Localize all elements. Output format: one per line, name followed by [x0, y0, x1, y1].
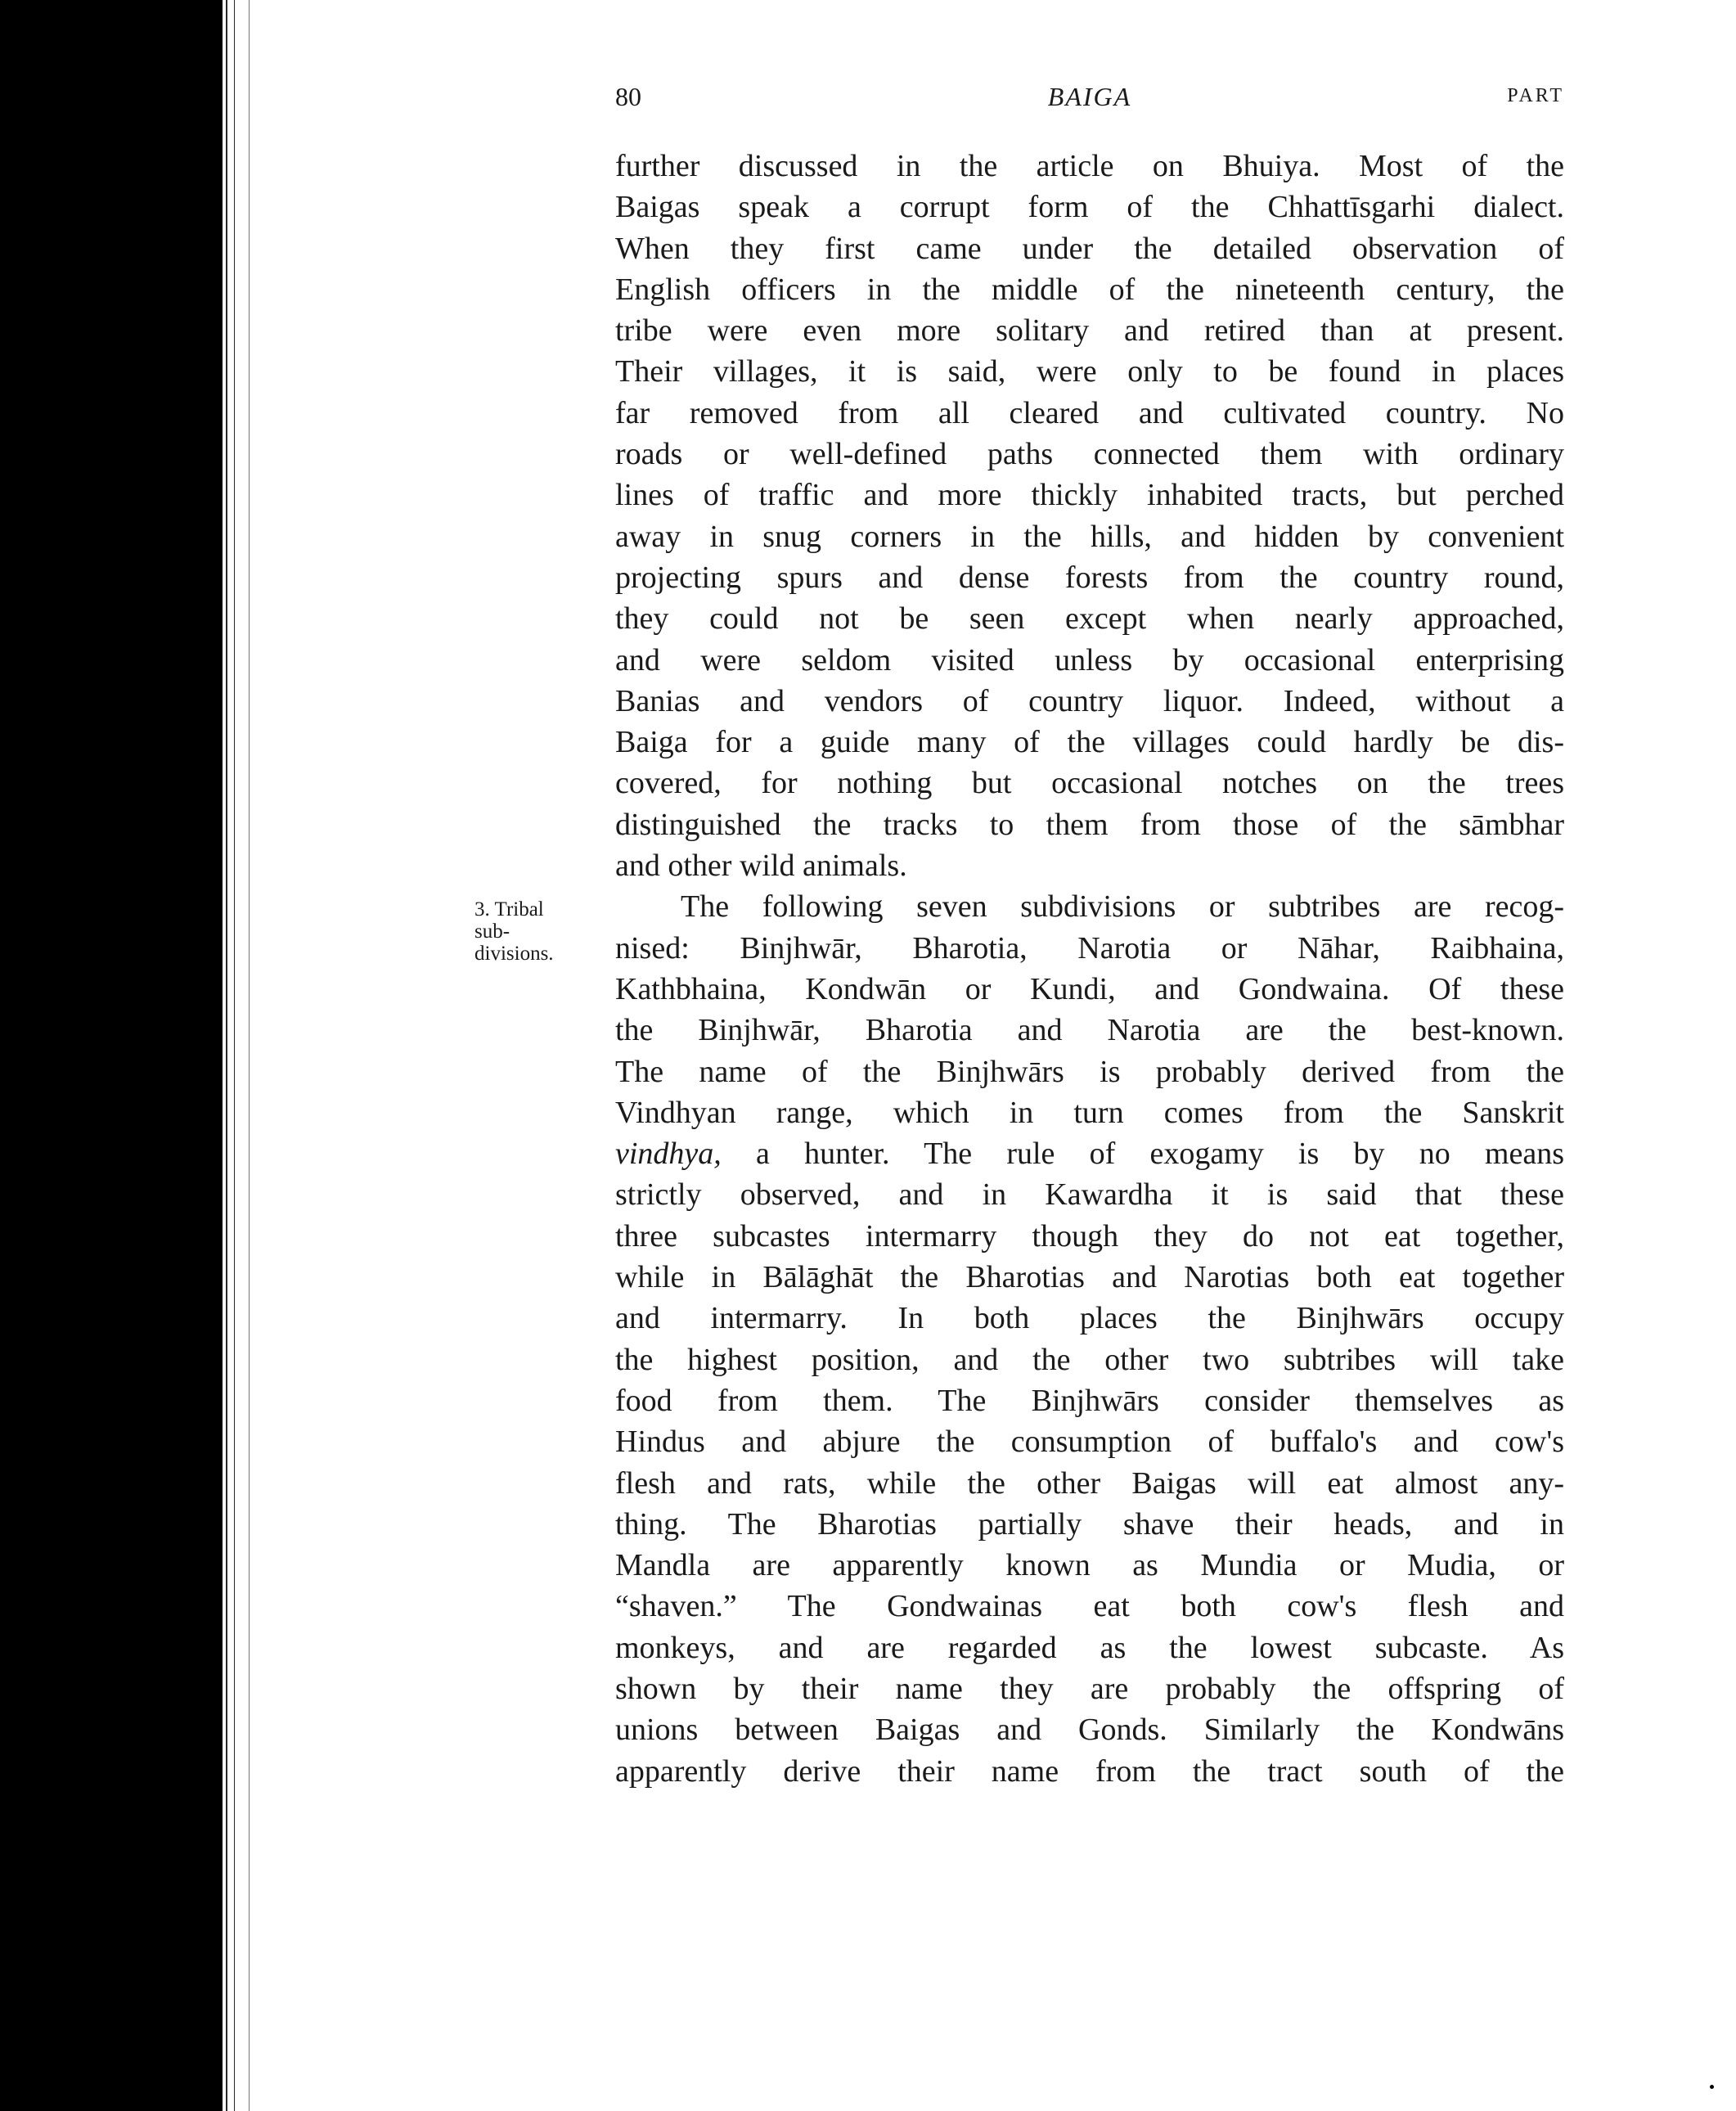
text-line-rest: a hunter. The rule of exogamy is by no means [721, 1137, 1564, 1172]
text-line: projecting spurs and dense forests from the country round, [615, 560, 1564, 595]
part-label: PART [1507, 85, 1564, 106]
text-line: Hindus and abjure the consumption of buffalo's and cow's [615, 1425, 1564, 1460]
scan-speck [1710, 2085, 1714, 2089]
gutter-rule [234, 0, 235, 2111]
text-line: monkeys, and are regarded as the lowest subcaste. As [615, 1630, 1564, 1665]
text-line: away in snug corners in the hills, and hidden by convenient [615, 519, 1564, 554]
paragraph-start-line: The following seven subdivisions or subtribes are recog- [681, 889, 1564, 925]
text-line: shown by their name they are probably the offspring of [615, 1671, 1564, 1706]
text-line: lines of traffic and more thickly inhabited tracts, but perched [615, 478, 1564, 513]
paragraph-end-line: and other wild animals. [615, 848, 907, 884]
text-line: while in Bālāghāt the Bharotias and Narotias both eat together [615, 1260, 1564, 1295]
text-line: covered, for nothing but occasional notches on the trees [615, 766, 1564, 801]
text-line: Mandla are apparently known as Mundia or Mudia, or [615, 1548, 1564, 1583]
text-line: and intermarry. In both places the Binjhwārs occupy [615, 1301, 1564, 1336]
text-line: English officers in the middle of the nineteenth century, the [615, 272, 1564, 307]
text-line: they could not be seen except when nearly approached, [615, 601, 1564, 637]
text-line: food from them. The Binjhwārs consider themselves as [615, 1383, 1564, 1418]
text-line: thing. The Bharotias partially shave their heads, and in [615, 1506, 1564, 1542]
text-line: Baigas speak a corrupt form of the Chhattīsgarhi dialect. [615, 190, 1564, 225]
text-line: Their villages, it is said, were only to be found in places [615, 354, 1564, 389]
text-line: strictly observed, and in Kawardha it is said that these [615, 1177, 1564, 1213]
margin-note-line: divisions. [474, 943, 554, 965]
gutter-rule [249, 0, 250, 2111]
text-line: Kathbhaina, Kondwān or Kundi, and Gondwaina. Of these [615, 971, 1564, 1006]
text-line: When they first came under the detailed observation of [615, 231, 1564, 266]
text-line: further discussed in the article on Bhuiya. Most of the [615, 149, 1564, 183]
page-number: 80 [615, 82, 641, 111]
text-line: three subcastes intermarry though they do not eat together, [615, 1218, 1564, 1254]
text-line: Baiga for a guide many of the villages could hardly be dis- [615, 725, 1564, 760]
text-line: unions between Baigas and Gonds. Similarly the Kondwāns [615, 1713, 1564, 1748]
margin-note-line: 3. Tribal [474, 898, 544, 920]
page-gutter [223, 0, 272, 2111]
text-line [615, 1133, 1564, 1174]
page-header [615, 82, 1564, 123]
book-binding-shadow [0, 0, 223, 2111]
text-line: nised: Binjhwār, Bharotia, Narotia or Nāhar, Raibhaina, [615, 930, 1564, 965]
text-line: distinguished the tracks to them from those of the sāmbhar [615, 807, 1564, 842]
text-line: and were seldom visited unless by occasional enterprising [615, 642, 1564, 677]
margin-note [474, 898, 597, 965]
text-line: roads or well-defined paths connected them with ordinary [615, 437, 1564, 472]
text-line: The name of the Binjhwārs is probably derived from the [615, 1054, 1564, 1089]
text-line: the highest position, and the other two subtribes will take [615, 1342, 1564, 1377]
text-line: Banias and vendors of country liquor. Indeed, without a [615, 683, 1564, 718]
text-line: tribe were even more solitary and retired than at present. [615, 313, 1564, 349]
text-line: the Binjhwār, Bharotia and Narotia are the best-known. [615, 1013, 1564, 1048]
margin-note-line: sub- [474, 920, 510, 943]
text-line: apparently derive their name from the tract south of the [615, 1753, 1564, 1789]
text-line: far removed from all cleared and cultivated country. No [615, 395, 1564, 430]
text-line: “shaven.” The Gondwainas eat both cow's flesh and [615, 1589, 1564, 1624]
body-text [615, 146, 1564, 1792]
text-line: flesh and rats, while the other Baigas will eat almost any- [615, 1465, 1564, 1501]
text-line: Vindhyan range, which in turn comes from the Sanskrit [615, 1095, 1564, 1130]
running-title: BAIGA [1047, 82, 1132, 111]
italic-term: vindhya, [615, 1137, 722, 1172]
gutter-rule [226, 0, 227, 2111]
